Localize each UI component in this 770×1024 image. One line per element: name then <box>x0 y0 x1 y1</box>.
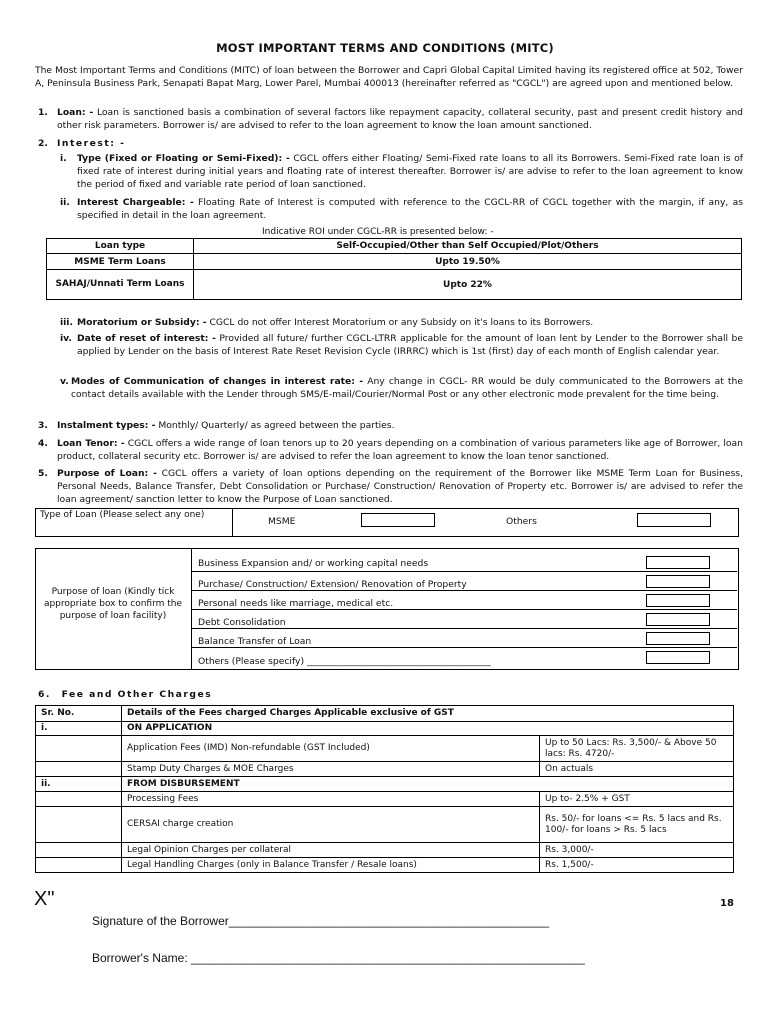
fees-cell-description: Processing Fees <box>122 792 540 807</box>
loan-type-divider <box>232 508 233 536</box>
roi-cell-rate: Upto 22% <box>194 270 742 300</box>
fees-cell-sr <box>36 736 122 762</box>
fees-section-number: ii. <box>36 777 122 792</box>
fees-cell-amount: On actuals <box>540 762 734 777</box>
roi-cell-loan-type: MSME Term Loans <box>47 254 194 270</box>
fees-cell-description: Stamp Duty Charges & MOE Charges <box>122 762 540 777</box>
fees-cell-description: CERSAI charge creation <box>122 807 540 843</box>
clause-2-v-text: Any change in CGCL- RR would be duly communicated to the Borrowers at the contact details available with the Lender through SMS/E-mail/Courier/Normal Post or any other electronic mode prevalent for the time being. <box>71 376 743 400</box>
fees-section-number: i. <box>36 722 122 736</box>
purpose-row-separator <box>191 609 737 610</box>
borrower-name-row <box>92 951 585 965</box>
fees-cell-description: Legal Opinion Charges per collateral <box>122 843 540 858</box>
purpose-checkbox-business[interactable] <box>646 556 710 569</box>
clause-4 <box>35 437 743 463</box>
clause-2 <box>35 137 743 150</box>
roi-row <box>47 270 742 300</box>
purpose-row-separator <box>191 590 737 591</box>
fees-header-row <box>36 706 734 722</box>
fees-heading-number: 6. <box>38 689 51 700</box>
clause-5-heading: Purpose of Loan: - <box>57 468 157 479</box>
loan-type-others-checkbox[interactable] <box>637 513 711 527</box>
fees-cell-sr <box>36 843 122 858</box>
clause-1-number: 1. <box>38 107 48 118</box>
clause-4-text: CGCL offers a wide range of loan tenors up to 20 years depending on a combination of various parameters like age of Borrower, loan product, collateral security etc. Borrower is/ are advised to refer the loan agreement to know the loan tenor sanctioned. <box>57 438 743 462</box>
signature-label: Signature of the Borrower <box>92 914 229 928</box>
loan-type-label: Type of Loan (Please select any one) <box>40 510 205 520</box>
fees-cell-amount: Rs. 3,000/- <box>540 843 734 858</box>
roi-cell-rate: Upto 19.50% <box>194 254 742 270</box>
fees-section-title: ON APPLICATION <box>122 722 734 736</box>
purpose-row-separator <box>191 571 737 572</box>
purpose-checkbox-debt[interactable] <box>646 613 710 626</box>
fees-header-details: Details of the Fees charged Charges Applicable exclusive of GST <box>122 706 734 722</box>
roi-table <box>46 238 742 300</box>
clause-1-heading: Loan: - <box>57 107 94 118</box>
purpose-option-balance-transfer: Balance Transfer of Loan <box>198 636 312 647</box>
clause-2-heading: Interest: - <box>57 138 126 149</box>
clause-2-ii-heading: Interest Chargeable: - <box>77 197 194 208</box>
clause-4-number: 4. <box>38 438 48 449</box>
purpose-checkbox-others[interactable] <box>646 651 710 664</box>
fees-row <box>36 736 734 762</box>
purpose-checkbox-balance-transfer[interactable] <box>646 632 710 645</box>
clause-2-v-number: v. <box>60 376 69 387</box>
roi-cell-loan-type: SAHAJ/Unnati Term Loans <box>47 270 194 300</box>
fees-section-row <box>36 777 734 792</box>
clause-3-text: Monthly/ Quarterly/ as agreed between the parties. <box>155 420 395 431</box>
signature-row <box>92 914 549 928</box>
purpose-label: Purpose of loan (Kindly tick appropriate box to confirm the purpose of loan facility) <box>43 587 183 621</box>
fees-heading-text: Fee and Other Charges <box>61 689 213 700</box>
purpose-row-separator <box>191 647 737 648</box>
loan-type-msme-label: MSME <box>268 516 296 527</box>
clause-1 <box>35 106 743 132</box>
purpose-option-property: Purchase/ Construction/ Extension/ Renovation of Property <box>198 579 467 590</box>
fees-cell-description: Legal Handling Charges (only in Balance Transfer / Resale loans) <box>122 858 540 873</box>
clause-2-i <box>57 152 743 191</box>
fees-cell-sr <box>36 762 122 777</box>
clause-5-number: 5. <box>38 468 48 479</box>
roi-caption: Indicative ROI under CGCL-RR is presented below: - <box>262 227 494 237</box>
fees-table <box>35 705 734 873</box>
fees-row <box>36 807 734 843</box>
clause-1-text: Loan is sanctioned basis a combination of several factors like repayment capacity, collateral security, past and present credit history and other risk parameters. Borrower is/ are advised to refer to the loan agreement to know the loan amount sanctioned. <box>57 107 744 131</box>
signature-mark: X" <box>34 888 55 910</box>
clause-4-heading: Loan Tenor: - <box>57 438 125 449</box>
fees-cell-amount: Up to- 2.5% + GST <box>540 792 734 807</box>
loan-type-others-label: Others <box>506 516 537 527</box>
fees-header-sr: Sr. No. <box>36 706 122 722</box>
clause-2-ii-text: Floating Rate of Interest is computed with reference to the CGCL-RR of CGCL together with the margin, if any, as specified in detail in the loan agreement. <box>77 197 743 221</box>
page-title: MOST IMPORTANT TERMS AND CONDITIONS (MITC) <box>216 41 554 55</box>
loan-type-msme-checkbox[interactable] <box>361 513 435 527</box>
clause-2-v <box>57 375 743 401</box>
clause-5 <box>35 467 743 506</box>
clause-2-i-number: i. <box>60 153 67 164</box>
roi-col-rate: Self-Occupied/Other than Self Occupied/Plot/Others <box>194 239 742 254</box>
purpose-checkbox-property[interactable] <box>646 575 710 588</box>
clause-2-i-heading: Type (Fixed or Floating or Semi-Fixed): - <box>77 153 290 164</box>
clause-2-v-heading: Modes of Communication of changes in interest rate: - <box>71 376 364 387</box>
fees-cell-sr <box>36 792 122 807</box>
fees-cell-sr <box>36 858 122 873</box>
fees-section-title: FROM DISBURSEMENT <box>122 777 734 792</box>
roi-header-row <box>47 239 742 254</box>
clause-2-iv-number: iv. <box>60 333 72 344</box>
borrower-name-label: Borrower's Name: <box>92 951 188 965</box>
clause-2-ii-number: ii. <box>60 197 70 208</box>
clause-2-iv <box>57 332 743 358</box>
purpose-option-business: Business Expansion and/ or working capital needs <box>198 558 429 569</box>
clause-3-heading: Instalment types: - <box>57 420 156 431</box>
clause-3-number: 3. <box>38 420 48 431</box>
fees-heading <box>38 688 212 701</box>
fees-row <box>36 762 734 777</box>
intro-paragraph: The Most Important Terms and Conditions (MITC) of loan between the Borrower and Capri Global Capital Limited having its registered office at 502, Tower A, Peninsula Business Park, Senapati Bapat Marg, Lower Parel, Mumbai 400013 (hereinafter referred as "CGCL") are agreed upon and mentioned below. <box>35 65 743 89</box>
purpose-checkbox-personal[interactable] <box>646 594 710 607</box>
purpose-option-others: Others (Please specify) ________________________________________ <box>198 656 491 667</box>
fees-row <box>36 792 734 807</box>
fees-cell-sr <box>36 807 122 843</box>
clause-2-i-text: CGCL offers either Floating/ Semi-Fixed rate loans to all its Borrowers. Semi-Fixed rate loan is of fixed rate of interest during initial years and floating rate of interest thereafter. Borrower is/ are advise to refer to the loan agreement to know the period of fixed and variable rate period of loan sanctioned. <box>77 153 743 190</box>
fees-cell-amount: Rs. 50/- for loans <= Rs. 5 lacs and Rs. 100/- for loans > Rs. 5 lacs <box>540 807 734 843</box>
purpose-option-debt: Debt Consolidation <box>198 617 286 628</box>
fees-row <box>36 858 734 873</box>
fees-row <box>36 843 734 858</box>
roi-row <box>47 254 742 270</box>
clause-2-iii <box>57 316 743 329</box>
signature-line[interactable]: ________________________________________________ <box>228 914 550 928</box>
fees-cell-amount: Up to 50 Lacs: Rs. 3,500/- & Above 50 lacs: Rs. 4720/- <box>540 736 734 762</box>
clause-2-iii-text: CGCL do not offer Interest Moratorium or any Subsidy on it's loans to its Borrowers. <box>206 317 594 328</box>
fees-cell-amount: Rs. 1,500/- <box>540 858 734 873</box>
clause-2-ii <box>57 196 743 222</box>
clause-3 <box>35 419 743 432</box>
purpose-row-separator <box>191 628 737 629</box>
roi-col-loan-type: Loan type <box>47 239 194 254</box>
fees-section-row <box>36 722 734 736</box>
clause-2-number: 2. <box>38 138 48 149</box>
clause-2-iv-heading: Date of reset of interest: - <box>77 333 216 344</box>
clause-2-iv-text: Provided all future/ further CGCL-LTRR applicable for the amount of loan lent by Lender to the Borrower shall be applied by Lender on the basis of Interest Rate Reset Revision Cycle (IRRRC) which is 1st (first) day of each month of English calendar year. <box>77 333 743 357</box>
clause-2-iii-heading: Moratorium or Subsidy: - <box>77 317 207 328</box>
purpose-option-personal: Personal needs like marriage, medical etc. <box>198 598 394 609</box>
clause-2-iii-number: iii. <box>60 317 73 328</box>
fees-cell-description: Application Fees (IMD) Non-refundable (GST Included) <box>122 736 540 762</box>
clause-5-text: CGCL offers a variety of loan options depending on the requirement of the Borrower like MSME Term Loan for Business, Personal Needs, Balance Transfer, Debt Consolidation or Purchase/ Construction/ Renovation of Property etc. Borrower is/ are advised to refer the loan agreement/ sanction letter to know the Purpose of Loan sanctioned. <box>57 468 743 505</box>
borrower-name-line[interactable]: ___________________________________________________________ <box>191 951 585 965</box>
page-number: 18 <box>720 898 734 909</box>
